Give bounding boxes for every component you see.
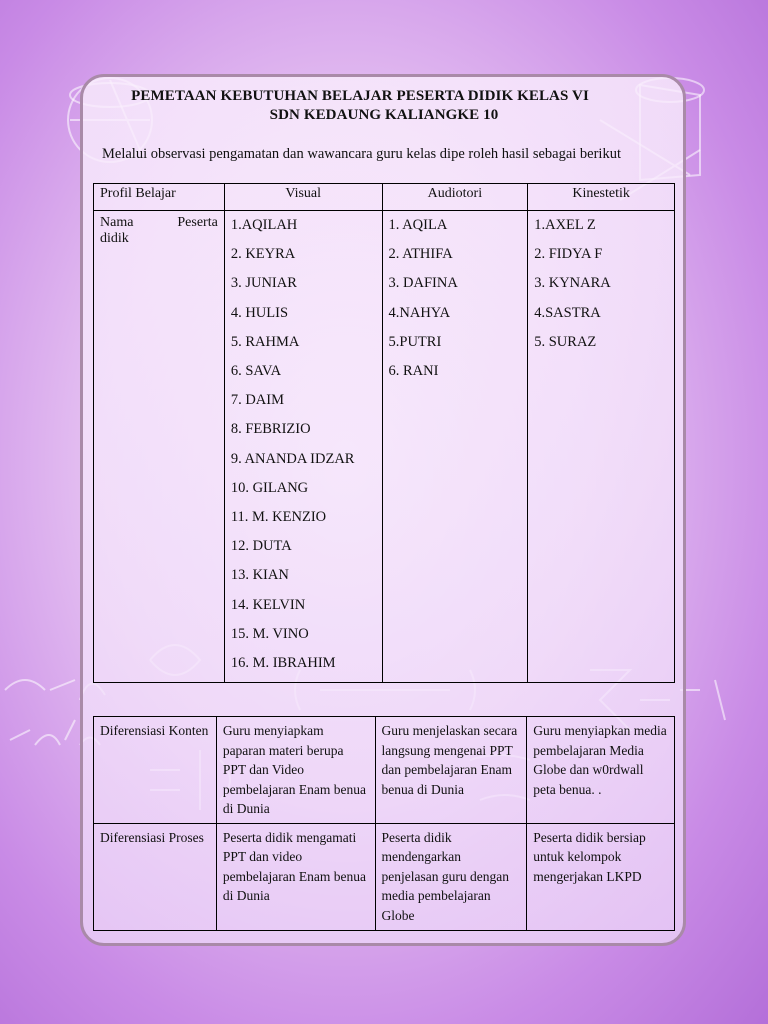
konten-audiotori: Guru menjelaskan secara langsung mengenai PPT dan pembelajaran Enam benua di Dunia	[375, 717, 527, 824]
list-item: 3. JUNIAR	[230, 275, 297, 292]
header-profil-belajar: Profil Belajar	[94, 184, 225, 211]
label-diferensiasi-konten: Diferensiasi Konten	[94, 717, 217, 824]
kinestetik-names-cell	[528, 211, 675, 683]
audiotori-names-cell	[382, 211, 528, 683]
list-item: 5. SURAZ	[534, 333, 597, 350]
row-label-nama-peserta-didik: Nama Peserta didik	[94, 211, 225, 683]
list-item: 4. HULIS	[230, 304, 289, 321]
list-item: 6. SAVA	[230, 363, 282, 380]
list-item: 1.AXEL Z	[534, 217, 596, 233]
table-row	[94, 717, 675, 824]
list-item: 14. KELVIN	[230, 596, 306, 613]
page-title: PEMETAAN KEBUTUHAN BELAJAR PESERTA DIDIK KELAS VI	[131, 88, 589, 104]
proses-kinestetik: Peserta didik bersiap untuk kelompok mengerjakan LKPD	[527, 823, 675, 930]
list-item: 2. ATHIFA	[388, 246, 453, 263]
list-item: 7. DAIM	[230, 392, 284, 409]
list-item: 15. M. VINO	[230, 625, 309, 642]
list-item: 1. AQILA	[388, 217, 448, 233]
list-item: 4.NAHYA	[388, 304, 451, 321]
list-item: 12. DUTA	[230, 538, 292, 555]
list-item: 16. M. IBRAHIM	[230, 655, 336, 672]
list-item: 10. GILANG	[230, 479, 309, 496]
learning-profile-table	[93, 183, 675, 683]
table-row	[94, 823, 675, 930]
list-item: 3. DAFINA	[388, 275, 458, 292]
table-row	[94, 211, 675, 683]
label-diferensiasi-proses: Diferensiasi Proses	[94, 823, 217, 930]
header-visual: Visual	[224, 184, 382, 211]
list-item: 9. ANANDA IDZAR	[230, 450, 355, 467]
list-item: 2. FIDYA F	[534, 246, 603, 263]
intro-text: Melalui observasi pengamatan dan wawancara guru kelas dipe roleh hasil sebagai berikut	[102, 146, 621, 162]
list-item: 5.PUTRI	[388, 333, 442, 350]
list-item: 8. FEBRIZIO	[230, 421, 311, 438]
differentiation-table	[93, 716, 675, 931]
list-item: 3. KYNARA	[534, 275, 611, 292]
proses-visual: Peserta didik mengamati PPT dan video pembelajaran Enam benua di Dunia	[216, 823, 375, 930]
konten-visual: Guru menyiapkam paparan materi berupa PPT dan Video pembelajaran Enam benua di Dunia	[216, 717, 375, 824]
list-item: 13. KIAN	[230, 567, 289, 584]
list-item: 5. RAHMA	[230, 333, 300, 350]
proses-audiotori: Peserta didik mendengarkan penjelasan guru dengan media pembelajaran Globe	[375, 823, 527, 930]
list-item: 2. KEYRA	[230, 246, 296, 263]
list-item: 6. RANI	[388, 363, 439, 380]
list-item: 11. M. KENZIO	[230, 509, 327, 526]
school-name: SDN KEDAUNG KALIANGKE 10	[269, 107, 499, 123]
visual-names-cell	[224, 211, 382, 683]
header-kinestetik: Kinestetik	[528, 184, 675, 211]
header-audiotori: Audiotori	[382, 184, 528, 211]
konten-kinestetik: Guru menyiapkan media pembelajaran Media Globe dan w0rdwall peta benua. .	[527, 717, 675, 824]
list-item: 1.AQILAH	[230, 217, 298, 233]
table-header-row	[94, 184, 675, 211]
list-item: 4.SASTRA	[534, 304, 601, 321]
